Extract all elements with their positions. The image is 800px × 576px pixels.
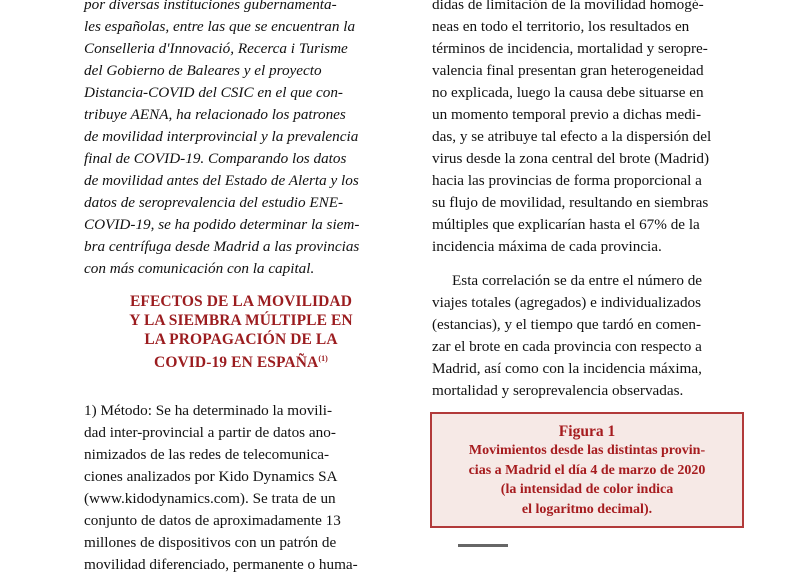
body-line: incidencia máxima de cada provincia. <box>432 238 662 255</box>
body-line: didas de limitación de la movilidad homogé- <box>432 0 704 13</box>
body-line: virus desde la zona central del brote (Madrid) <box>432 150 710 167</box>
paragraph-2 <box>432 270 746 402</box>
intro-line: Distancia-COVID del CSIC en el que con- <box>84 84 343 101</box>
method-line: movilidad diferenciado, permanente o huma- <box>84 556 358 573</box>
cropped-figure-fragment <box>458 544 508 547</box>
figure-caption-line: (la intensidad de color indica <box>500 482 674 497</box>
body-line: un momento temporal previo a dichas medi- <box>432 106 702 123</box>
body-line: Esta correlación se da entre el número de <box>452 272 703 289</box>
method-line: millones de dispositivos con un patrón de <box>84 534 337 551</box>
figure-caption-line: cias a Madrid el día 4 de marzo de 2020 <box>468 462 706 478</box>
body-line: das, y se atribuye tal efecto a la dispersión del <box>432 128 712 145</box>
body-line: (estancias), y el tiempo que tardó en comen- <box>432 316 702 333</box>
intro-line: del Gobierno de Baleares y el proyecto <box>84 62 322 79</box>
method-line: 1) Método: Se ha determinado la movili- <box>84 402 333 419</box>
intro-line: de movilidad antes del Estado de Alerta y los <box>84 172 359 189</box>
body-line: múltiples que explicarían hasta el 67% de la <box>432 216 700 233</box>
intro-line: Conselleria d'Innovació, Recerca i Turisme <box>84 40 348 57</box>
body-line: zar el brote en cada provincia con respecto a <box>432 338 702 355</box>
method-line: conjunto de datos de aproximadamente 13 <box>84 512 341 529</box>
body-line: valencia final presentan gran heterogeneidad <box>432 62 704 79</box>
intro-line: final de COVID-19. Comparando los datos <box>84 150 347 167</box>
heading-line: EFECTOS DE LA MOVILIDAD <box>129 293 353 310</box>
heading-line: LA PROPAGACIÓN DE LA <box>144 331 338 348</box>
figure-caption-box <box>430 412 744 528</box>
intro-line: de movilidad interprovincial y la prevalencia <box>84 128 359 145</box>
intro-line: bra centrífuga desde Madrid a las provincias <box>84 238 360 255</box>
footnote-ref: (1) <box>318 354 328 363</box>
heading-line: Y LA SIEMBRA MÚLTIPLE EN <box>129 312 353 329</box>
body-line: hacia las provincias de forma proporcional a <box>432 172 702 189</box>
heading-line-text: COVID-19 EN ESPAÑA <box>154 354 319 372</box>
body-line: no explicada, luego la causa debe situarse en <box>432 84 704 101</box>
intro-line: COVID-19, se ha podido determinar la siem- <box>84 216 360 233</box>
body-line: términos de incidencia, mortalidad y seropre- <box>432 40 708 57</box>
intro-line: les españolas, entre las que se encuentran la <box>84 18 356 35</box>
body-line: Madrid, así como con la incidencia máxima, <box>432 360 702 377</box>
method-line: nimizados de las redes de telecomunica- <box>84 446 330 463</box>
intro-line: por diversas instituciones gubernamenta- <box>84 0 337 13</box>
body-line: neas en todo el territorio, los resultados en <box>432 18 690 35</box>
paragraph-1 <box>432 0 746 258</box>
body-line: su flujo de movilidad, resultando en siembras <box>432 194 709 211</box>
intro-line: tribuye AENA, ha relacionado los patrones <box>84 106 346 123</box>
section-heading <box>84 292 398 372</box>
body-line: mortalidad y seroprevalencia observadas. <box>432 382 684 399</box>
method-line: dad inter-provincial a partir de datos ano- <box>84 424 336 441</box>
method-line: ciones analizados por Kido Dynamics SA <box>84 468 338 485</box>
figure-title: Figura 1 <box>558 423 616 440</box>
intro-paragraph <box>84 0 398 280</box>
figure-caption-line: Movimientos desde las distintas provin- <box>468 443 706 458</box>
body-line: viajes totales (agregados) e individualizados <box>432 294 702 311</box>
figure-caption-line: el logaritmo decimal). <box>521 501 653 517</box>
intro-line: datos de seroprevalencia del estudio ENE- <box>84 194 344 211</box>
intro-line: con más comunicación con la capital. <box>84 260 315 277</box>
heading-line <box>84 349 398 372</box>
method-line: (www.kidodynamics.com). Se trata de un <box>84 490 336 507</box>
